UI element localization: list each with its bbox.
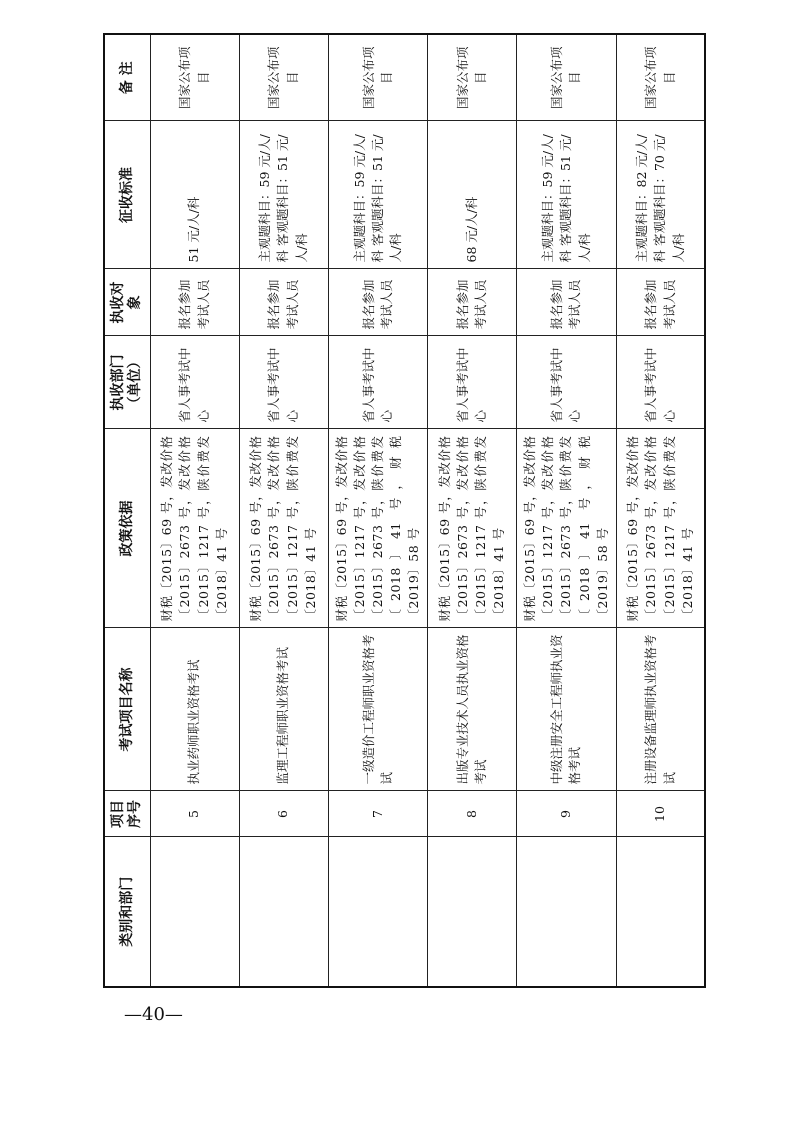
cell-standard: 51 元/人/科 (150, 121, 239, 269)
cell-seq: 8 (428, 791, 517, 837)
cell-seq: 10 (616, 791, 705, 837)
fee-table (103, 33, 706, 988)
cell-dept: 省人事考试中心 (616, 336, 705, 429)
cell-remark: 国家公布项目 (428, 34, 517, 121)
cell-basis: 财税〔2015〕69 号，发改价格〔2015〕1217 号，发改价格〔2015〕2673 号，陕价费发〔2018〕41 号，财税〔2019〕58 号 (517, 429, 617, 628)
table-row (428, 34, 517, 987)
header-standard: 征收标准 (104, 121, 150, 269)
cell-standard: 主观题科目：59 元/人/科 客观题科目：51 元/人/科 (239, 121, 328, 269)
cell-remark: 国家公布项目 (517, 34, 617, 121)
header-category: 类别和部门 (104, 837, 150, 987)
cell-target: 报名参加考试人员 (150, 269, 239, 336)
cell-remark: 国家公布项目 (150, 34, 239, 121)
cell-dept: 省人事考试中心 (239, 336, 328, 429)
cell-remark: 国家公布项目 (328, 34, 428, 121)
cell-basis: 财税〔2015〕69 号，发改价格〔2015〕2673 号，发改价格〔2015〕1217 号，陕价费发〔2018〕41 号 (239, 429, 328, 628)
table-row (328, 34, 428, 987)
cell-seq: 6 (239, 791, 328, 837)
cell-category (428, 837, 517, 987)
cell-seq: 9 (517, 791, 617, 837)
page-number: —40— (124, 1004, 183, 1025)
cell-name: 中级注册安全工程师执业资格考试 (517, 628, 617, 791)
header-seq: 项目序号 (104, 791, 150, 837)
cell-category (517, 837, 617, 987)
cell-target: 报名参加考试人员 (239, 269, 328, 336)
cell-standard: 主观题科目：82 元/人/科 客观题科目：70 元/人/科 (616, 121, 705, 269)
cell-dept: 省人事考试中心 (428, 336, 517, 429)
table-header-row (104, 34, 150, 987)
cell-name: 监理工程师职业资格考试 (239, 628, 328, 791)
cell-category (616, 837, 705, 987)
cell-category (150, 837, 239, 987)
cell-target: 报名参加考试人员 (616, 269, 705, 336)
cell-category (328, 837, 428, 987)
cell-dept: 省人事考试中心 (517, 336, 617, 429)
cell-target: 报名参加考试人员 (517, 269, 617, 336)
table-row (150, 34, 239, 987)
table-row (517, 34, 617, 987)
cell-basis: 财税〔2015〕69 号，发改价格〔2015〕1217 号，发改价格〔2015〕2673 号，陕价费发〔2018〕41 号，财税〔2019〕58 号 (328, 429, 428, 628)
cell-basis: 财税〔2015〕69 号，发改价格〔2015〕2673 号，发改价格〔2015〕1217 号，陕价费发〔2018〕41 号 (428, 429, 517, 628)
cell-target: 报名参加考试人员 (328, 269, 428, 336)
cell-seq: 5 (150, 791, 239, 837)
header-basis: 政策依据 (104, 429, 150, 628)
cell-name: 出版专业技术人员执业资格考试 (428, 628, 517, 791)
cell-standard: 主观题科目：59 元/人/科 客观题科目：51 元/人/科 (328, 121, 428, 269)
cell-standard: 主观题科目：59 元/人/科 客观题科目：51 元/人/科 (517, 121, 617, 269)
cell-name: 注册设备监理师执业资格考试 (616, 628, 705, 791)
header-remark: 备 注 (104, 34, 150, 121)
table-row (616, 34, 705, 987)
cell-name: 一级造价工程师职业资格考试 (328, 628, 428, 791)
cell-seq: 7 (328, 791, 428, 837)
cell-dept: 省人事考试中心 (328, 336, 428, 429)
cell-standard: 68 元/人/科 (428, 121, 517, 269)
table-row (239, 34, 328, 987)
cell-name: 执业药师职业资格考试 (150, 628, 239, 791)
cell-remark: 国家公布项目 (239, 34, 328, 121)
cell-target: 报名参加考试人员 (428, 269, 517, 336)
cell-category (239, 837, 328, 987)
cell-remark: 国家公布项目 (616, 34, 705, 121)
cell-dept: 省人事考试中心 (150, 336, 239, 429)
cell-basis: 财税〔2015〕69 号，发改价格〔2015〕2673 号，发改价格〔2015〕1217 号，陕价费发〔2018〕41 号 (150, 429, 239, 628)
cell-basis: 财税〔2015〕69 号，发改价格〔2015〕2673 号，发改价格〔2015〕1217 号，陕价费发〔2018〕41 号 (616, 429, 705, 628)
header-target: 执收对象 (104, 269, 150, 336)
header-dept: 执收部门（单位） (104, 336, 150, 429)
header-name: 考试项目名称 (104, 628, 150, 791)
rotated-table-container (103, 46, 695, 988)
